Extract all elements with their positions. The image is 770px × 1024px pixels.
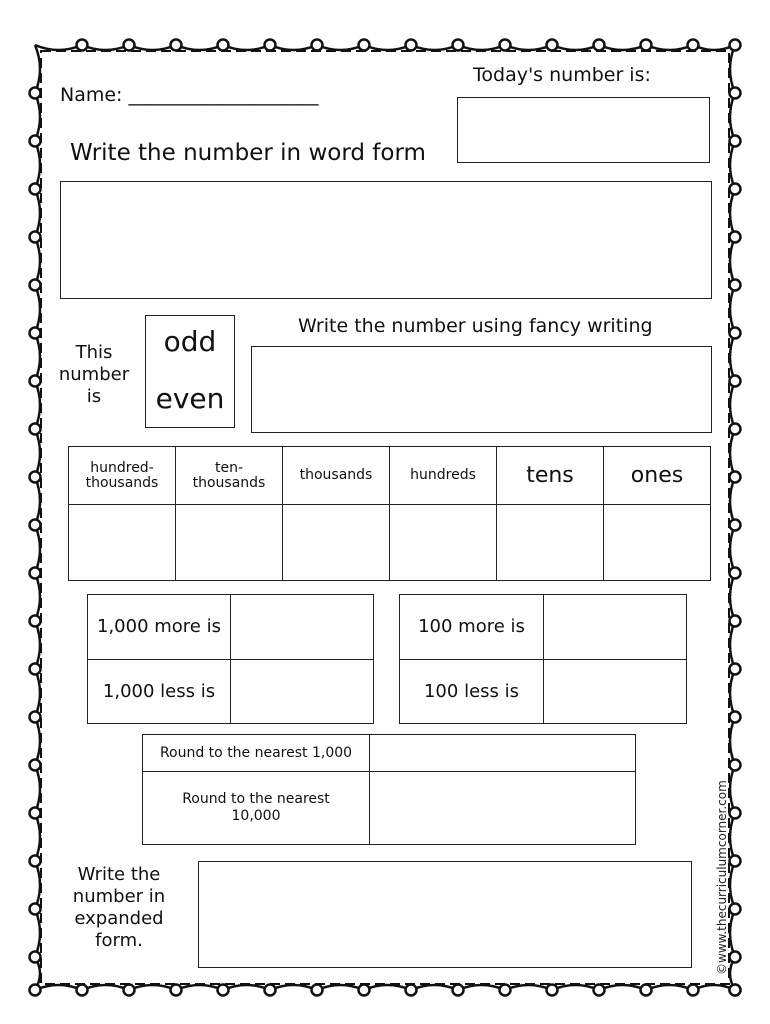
hundred-less-answer[interactable] — [544, 659, 687, 724]
header-hundreds: hundreds — [390, 447, 497, 505]
parity-label-line-1: This — [75, 342, 113, 363]
header-ten-thousands-line-2: thousands — [192, 474, 266, 491]
hundred-less-label: 100 less is — [400, 659, 544, 724]
credit-text: ©www.thecurriculumcorner.com — [715, 780, 729, 975]
hundred-more-label: 100 more is — [400, 595, 544, 660]
header-hundred-thousands-line-2: thousands — [85, 474, 159, 491]
thousand-less-answer[interactable] — [231, 659, 374, 724]
expanded-form-label-line-1: Write the — [77, 864, 161, 885]
name-line: ____________________ — [128, 84, 319, 106]
expanded-form-label-line-3: expanded — [74, 908, 164, 929]
cell-thousands[interactable] — [283, 505, 390, 581]
header-hundred-thousands-line-1: hundred- — [90, 459, 154, 476]
parity-label-line-2: number — [58, 364, 130, 385]
header-hundred-thousands — [69, 447, 176, 505]
parity-label — [48, 342, 140, 408]
header-ones: ones — [604, 447, 711, 505]
round-ten-thousand-answer[interactable] — [370, 772, 636, 845]
header-thousands: thousands — [283, 447, 390, 505]
expanded-form-label-line-4: form. — [95, 930, 143, 951]
round-thousand-label: Round to the nearest 1,000 — [143, 735, 370, 772]
name-label-text: Name: — [60, 84, 129, 106]
thousand-more-answer[interactable] — [231, 595, 374, 660]
cell-hundred-thousands[interactable] — [69, 505, 176, 581]
place-value-chart — [68, 446, 711, 581]
word-form-label: Write the number in word form — [70, 140, 426, 166]
cell-ones[interactable] — [604, 505, 711, 581]
thousand-more-less-table — [87, 594, 374, 724]
parity-label-line-3: is — [86, 386, 102, 407]
cell-hundreds[interactable] — [390, 505, 497, 581]
round-ten-thousand-label — [143, 772, 370, 845]
cell-ten-thousands[interactable] — [176, 505, 283, 581]
todays-number-box[interactable] — [457, 97, 710, 163]
hundred-more-less-table — [399, 594, 687, 724]
even-option[interactable]: even — [155, 382, 225, 415]
round-ten-thousand-label-line-2: 10,000 — [231, 808, 281, 825]
name-label — [60, 84, 319, 106]
hundred-more-answer[interactable] — [544, 595, 687, 660]
word-form-box[interactable] — [60, 181, 712, 299]
fancy-writing-box[interactable] — [251, 346, 712, 433]
expanded-form-label-line-2: number in — [72, 886, 166, 907]
header-tens: tens — [497, 447, 604, 505]
fancy-writing-label: Write the number using fancy writing — [298, 315, 653, 337]
expanded-form-box[interactable] — [198, 861, 692, 968]
rounding-table — [142, 734, 636, 845]
odd-option[interactable]: odd — [163, 325, 217, 358]
header-ten-thousands — [176, 447, 283, 505]
round-ten-thousand-label-line-1: Round to the nearest — [182, 791, 330, 808]
thousand-less-label: 1,000 less is — [88, 659, 231, 724]
todays-number-label: Today's number is: — [473, 64, 651, 86]
expanded-form-label — [62, 864, 176, 952]
header-ten-thousands-line-1: ten- — [214, 459, 244, 476]
round-thousand-answer[interactable] — [370, 735, 636, 772]
cell-tens[interactable] — [497, 505, 604, 581]
thousand-more-label: 1,000 more is — [88, 595, 231, 660]
